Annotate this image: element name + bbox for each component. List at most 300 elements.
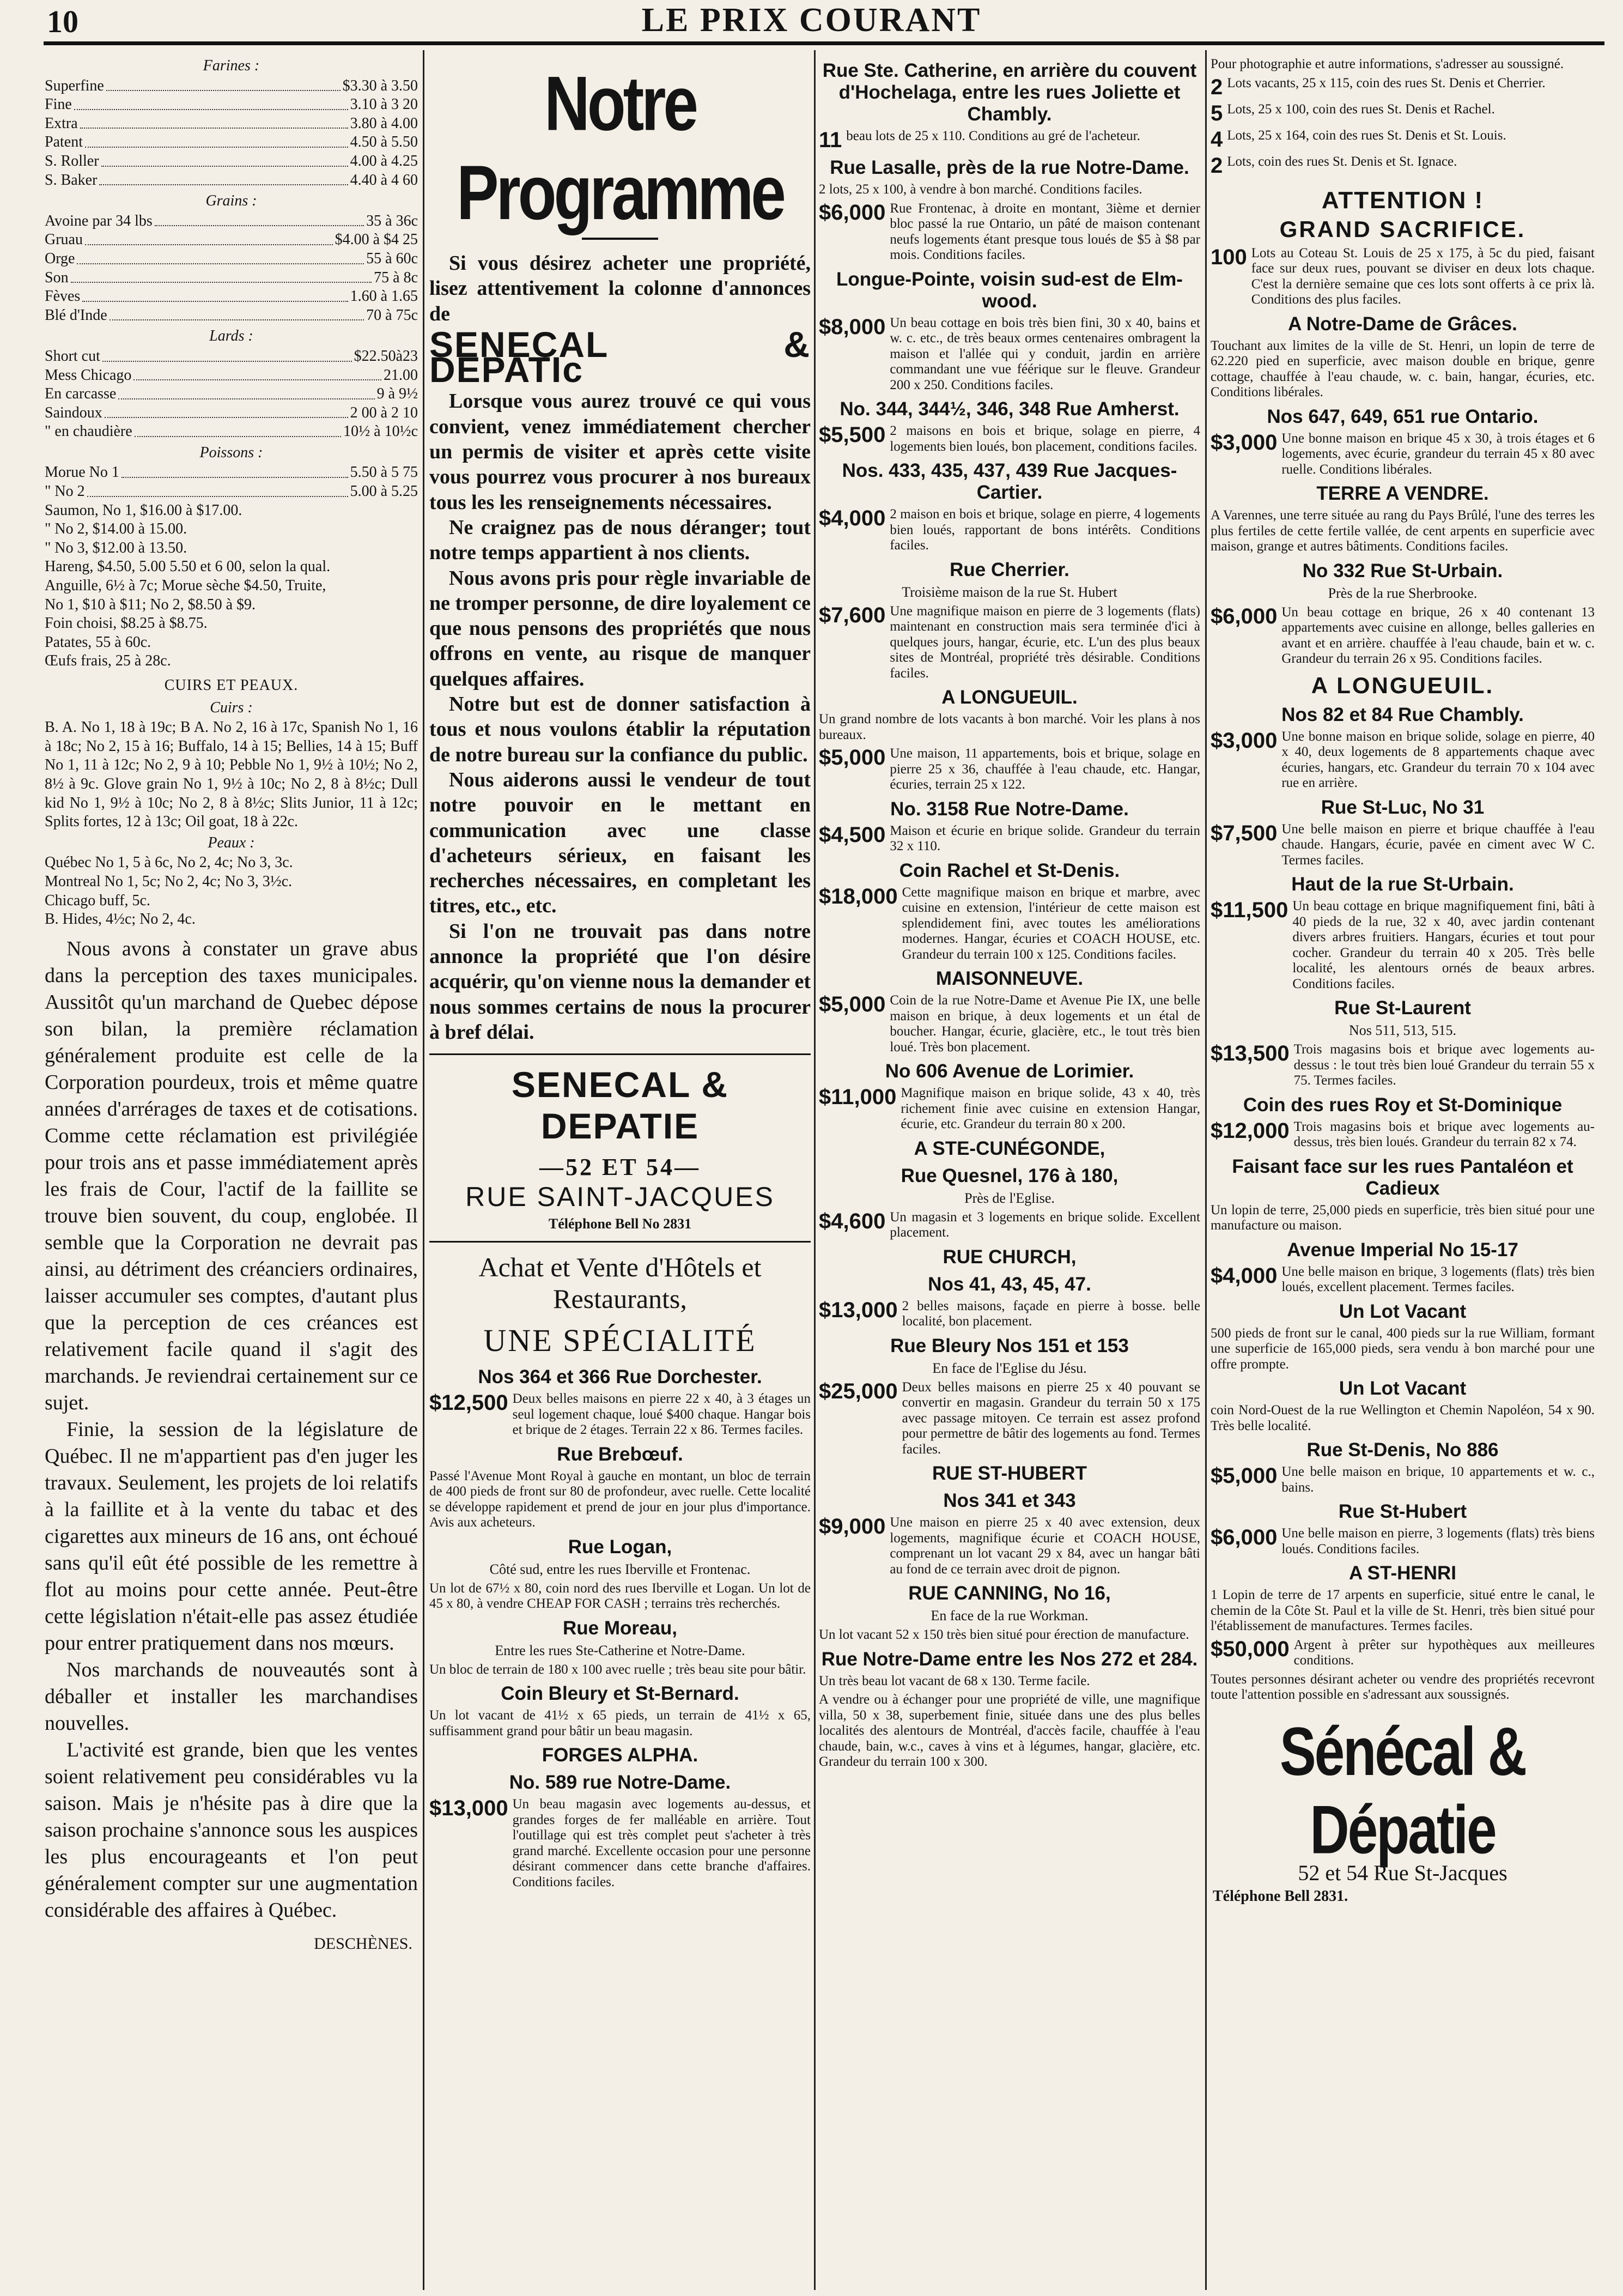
article-paragraph: Finie, la session de la législature de Québec. Il ne m'appartient pas d'en juger les travaux. Seulement, les projets de loi relatifs à la faillite et à la vente du tabac et des cigarettes aux mineurs de 16 ans, ont échoué sans qu'il eût été possible de les remettre à flot au moins pour cette année. Peut-être cette législation n'était-elle pas assez étudiée pour entrer pratiquement dans nos mœurs. [45,1417,418,1655]
listing-heading: A ST-HENRI [1348,1562,1457,1584]
price-line: Saumon, No 1, $16.00 à $17.00. [45,501,242,519]
lot-entry [1211,102,1595,125]
listing-price: 100 [1211,245,1247,269]
price-label: Avoine par 34 lbs [45,212,153,229]
listing-text: A Varennes, une terre située au rang du Pays Brûlé, l'une des terres les plus fertiles de cette fertile vallée, de cent arpents en superficie avec maison, grange et autres bâtiments. Conditions faciles. [1211,508,1595,554]
listing-heading: Nos 341 et 343 [943,1490,1076,1511]
price-value: 4.00 à 4.25 [350,152,418,169]
listing-text: Une magnifique maison en pierre de 3 logements (flats) maintenant en construction mais sera terminée d'ici à quelques jours, hangar, écurie, etc. L'un des plus beaux sites de Montréal, propriété très désirable. Conditions faciles. [890,603,1200,681]
firm-name: SENECAL & DEPATIE [511,1064,729,1147]
leader-dots [77,263,364,264]
listing-heading: RUE CANNING, No 16, [908,1583,1111,1604]
price-line: Anguille, 6½ à 7c; Morue sèche $4.50, Truite, [45,577,326,595]
listing-text: Maison et écurie en brique solide. Grandeur du terrain 32 x 110. [890,823,1200,853]
firm-phone: Téléphone Bell No 2831 [548,1216,692,1232]
price-label: Extra [45,114,78,132]
listing-text: Un lot vacant 52 x 150 très bien situé pour érection de manufacture. [819,1627,1189,1642]
price-line: No 1, $10 à $11; No 2, $8.50 à $9. [45,596,256,613]
price-label: Patent [45,134,83,151]
listing-heading: Rue Ste. Catherine, en arrière du couvent d'Hochelaga, entre les rues Joliette et Chambly. [822,60,1197,125]
column-rule [814,50,816,2290]
listing-text: Rue Frontenac, à droite en montant, 3ième et dernier bloc passé la rue Ontario, un pâté de maison contenant neufs logements étant presque tous loués de $5 à $8 par mois. Conditions faciles. [890,201,1200,262]
lot-entry [1211,76,1595,99]
price-row [45,347,418,366]
lot-count: 2 [1211,153,1223,178]
listing-entry [819,201,1200,263]
price-label: S. Roller [45,152,99,169]
price-label: Gruau [45,231,83,249]
listing-heading: Rue St-Hubert [1338,1501,1467,1522]
price-value: 4.40 à 4 60 [350,171,418,189]
leader-dots [106,90,341,91]
price-row [45,95,418,114]
page-header [0,0,1623,47]
firm-name: Sénécal & Dépatie [1279,1713,1526,1868]
price-section-heading: Poissons : [199,444,263,461]
price-label: S. Baker [45,171,98,189]
listing-text: Une belle maison en brique, 10 appartements et w. c., bains. [1281,1464,1595,1495]
listing-entry [1211,1042,1595,1089]
listing-text: 500 pieds de front sur le canal, 400 pieds sur la rue William, formant une superficie de 165,000 pieds, sera vendu à bon marché pour une offre prompte. [1211,1325,1595,1372]
listing-text: Touchant aux limites de la ville de St. Henri, un lopin de terre de 62.220 pied en superficie, avec maison double en brique, genre cottage, chauffée à l'eau chaude, w. c. bain, hangar, écuries, etc. Conditions libérales. [1211,338,1595,399]
ad-paragraph: Nous avons pris pour règle invariable de ne tromper personne, de dire loyalement ce que nous pensons des propriétés que nous offrons en vente, au risque de manquer quelques affaires. [429,566,811,690]
listing-text: Une maison, 11 appartements, bois et brique, solage en pierre 25 x 36, chauffée à l'eau chaude, etc. Hangar, écuries, terrain 25 x 122. [890,746,1200,792]
listing-heading: No. 3158 Rue Notre-Dame. [890,798,1129,820]
listing-entry [1211,899,1595,992]
leader-dots [80,128,348,129]
listing-heading: FORGES ALPHA. [542,1744,698,1766]
column-rule [1205,50,1207,2290]
leather-prices: B. A. No 1, 18 à 19c; B A. No 2, 16 à 17c, Spanish No 1, 16 à 18c; No 2, 15 à 16; Buffalo, 14 à 15; Bellies, 14 à 15; Buff No 1, 11 à 12c; No 2, 9 à 10; Pebble No 1, 9½ à 10½; No 2, 8½ à 9c. Glove grain No 1, 9½ à 10c; No 2, 8 à 8½c; Dull kid No 1, 9½ à 10c; No 2, 8 à 8½c; Slits Junior, 11 à 12c; Splits fortes, 12 à 13c; Oil goat, 18 à 22c. [45,719,418,831]
listing-text: Un lopin de terre, 25,000 pieds en superficie, très bien situé pour une manufacture ou maison. [1211,1202,1595,1233]
price-label: En carcasse [45,385,117,403]
price-row [45,366,418,385]
leader-dots [85,244,333,245]
price-line: " No 2, $14.00 à 15.00. [45,520,187,538]
listing-entry [819,507,1200,554]
price-value: $3.30 à 3.50 [342,77,418,94]
correspondence-article [45,936,418,1924]
listing-price: 11 [819,128,842,152]
listing-entry [819,1380,1200,1458]
leader-dots [87,496,348,497]
listing-heading: RUE CHURCH, [943,1246,1077,1268]
listing-price: $4,000 [1211,1263,1278,1288]
leader-dots [133,379,381,380]
price-value: 4.50 à 5.50 [350,134,418,151]
listing-text: 2 lots, 25 x 100, à vendre à bon marché. Conditions faciles. [819,182,1142,197]
leader-dots [74,109,348,110]
listing-price: $3,000 [1211,430,1278,455]
price-line: Chicago buff, 5c. [45,892,150,909]
listing-entry [819,1299,1200,1330]
leader-dots [121,477,348,478]
listing-text: A vendre ou à échanger pour une propriété de ville, une magnifique villa, 50 x 38, superbement finie, située dans une des plus belles localités des alentours de Montréal, d'accès facile, chauffée à l'eau chaude, bain, w.c., caves à vins et à légumes, hangar, glacière, etc. Grandeur du terrain 100 x 300. [819,1692,1200,1769]
sale-heading: GRAND SACRIFICE. [1279,216,1526,242]
listing-text: Trois magasins bois et brique avec logements au-dessus : le tout très bien loué Grandeur du terrain 55 x 75. Termes faciles. [1293,1042,1595,1088]
price-value: 75 à 8c [374,269,418,286]
leader-dots [99,184,348,185]
listing-heading: Faisant face sur les rues Pantaléon et Cadieux [1232,1155,1573,1199]
listing-text: Magnifique maison en brique solide, 43 x 40, très richement finie avec cuisine en extension Hangar, écurie, etc. Grandeur du terrain 80 x 200. [901,1086,1200,1131]
ad-paragraph: Ne craignez pas de nous déranger; tout notre temps appartient à nos clients. [429,516,811,565]
ad-title: Notre Programme [457,60,783,236]
listing-text: beau lots de 25 x 110. Conditions au gré de l'acheteur. [846,129,1140,143]
listing-entry [1211,1638,1595,1669]
listing-price: $4,000 [819,506,886,530]
price-row [45,287,418,306]
listing-text: Deux belles maisons en pierre 25 x 40 pouvant se convertir en magasin. Grandeur du terrain 50 x 175 avec passage mitoyen. Ce terrain est assez profond pour permettre de bâtir des logements au fond. Termes faciles. [902,1379,1200,1457]
price-value: 1.60 à 1.65 [350,288,418,305]
listing-heading: Rue Notre-Dame entre les Nos 272 et 284. [821,1648,1198,1670]
price-line: B. Hides, 4½c; No 2, 4c. [45,911,196,928]
price-row [45,422,418,441]
ad-paragraph: Nous aiderons aussi le vendeur de tout notre pouvoir en le mettant en communication avec une classe d'acheteurs sérieux, en faisant les recherches nécessaires, en completant les titres, etc., etc. [429,768,811,918]
ad-paragraph: Si vous désirez acheter une propriété, lisez attentivement la colonne d'annonces de [429,252,811,325]
ad-subtitle: Achat et Vente d'Hôtels et Restaurants, [478,1252,762,1314]
leader-dots [118,398,374,399]
leader-dots [101,166,348,167]
leader-dots [71,282,372,283]
article-paragraph: Nos marchands de nouveautés sont à déballer et installer les marchandises nouvelles. [45,1658,418,1735]
price-label: Superfine [45,77,104,94]
price-value: 3.10 à 3 20 [350,96,418,113]
listing-heading: Nos 647, 649, 651 rue Ontario. [1267,405,1539,427]
listing-price: $7,500 [1211,821,1278,845]
ad-paragraph: Lorsque vous aurez trouvé ce qui vous convient, venez immédiatement chercher un permis de visiter et après cette visite vous pourrez vous procurer à nos bureaux tous les les renseignements nécessaires. [429,390,811,514]
price-label: " en chaudière [45,423,132,440]
listing-heading: Rue Moreau, [562,1617,678,1639]
price-value: 9 à 9½ [376,385,418,403]
listing-price: $13,500 [1211,1041,1290,1065]
listing-text: 1 Lopin de terre de 17 arpents en superficie, situé entre le canal, le chemin de la Côte St. Paul et la ville de St. Henri, très bien situé pour l'établissement de manufactures. Termes faciles. [1211,1588,1595,1633]
price-label: Blé d'Inde [45,306,107,324]
listing-entry [819,1086,1200,1132]
price-label: Morue No 1 [45,464,119,481]
listing-price: $11,500 [1211,898,1288,922]
lot-text: Lots, coin des rues St. Denis et St. Ignace. [1227,154,1457,169]
listing-heading: Nos 41, 43, 45, 47. [928,1273,1091,1295]
listing-text: Passé l'Avenue Mont Royal à gauche en montant, un bloc de terrain de 400 pieds de front sur 80 de profondeur, avec ruelle. Cette localité se développe rapidement et prend de jour en jour plus d'importance. Avis aux acheteurs. [429,1468,811,1530]
lot-count: 2 [1211,75,1223,99]
listing-entry [1211,246,1595,308]
firm-street: RUE SAINT-JACQUES [465,1182,775,1213]
listing-text: Une belle maison en pierre, 3 logements (flats) très biens loués. Conditions faciles. [1281,1526,1595,1556]
price-row [45,152,418,171]
listing-heading: Rue Bleury Nos 151 et 153 [890,1335,1129,1356]
listing-price: $9,000 [819,1514,886,1538]
price-value: 21.00 [384,366,418,384]
listing-text: Un lot de 67½ x 80, coin nord des rues Iberville et Logan. Un lot de 45 x 80, à vendre CHEAP FOR CASH ; terrains très recherchés. [429,1580,811,1612]
listing-text: Un bloc de terrain de 180 x 100 avec ruelle ; très beau site pour bâtir. [429,1662,806,1677]
listing-price: $6,000 [819,200,886,225]
price-row [45,463,418,482]
listing-subheading: Nos 511, 513, 515. [1349,1022,1456,1038]
price-row [45,250,418,269]
listings-column [819,54,1200,2286]
listing-price: $50,000 [1211,1637,1290,1661]
listing-entry [1211,822,1595,869]
leader-dots [102,361,352,362]
leader-dots [110,319,364,320]
listing-text: Un très beau lot vacant de 68 x 130. Terme facile. [819,1673,1090,1688]
listing-subheading: En face de la rue Workman. [931,1608,1089,1623]
listings-column-right [1211,54,1595,2286]
price-row [45,231,418,250]
listing-price: $5,000 [819,992,886,1016]
listing-text: Coin de la rue Notre-Dame et Avenue Pie IX, une belle maison en brique, à deux logements et un étal de boucher. Hangar, écurie, glacière, etc., le tout très bien loué. Très bon placement. [890,993,1200,1055]
listing-heading: A LONGUEUIL. [941,687,1078,708]
firm-phone: Téléphone Bell 2831. [1213,1887,1348,1905]
listing-price: $5,000 [1211,1464,1278,1488]
listing-entry [1211,1264,1595,1295]
listing-price: $3,000 [1211,728,1278,753]
article-paragraph: Nous avons à constater un grave abus dans la perception des taxes municipales. Aussitôt qu'un marchand de Quebec dépose son bilan, la première réclamation généralement produite est celle de la Corporation pourdeux, trois et même quatre années d'arrérages de taxes et de cotisations. Comme cette réclamation est privilégiée pour trois ans et passe immédiatement après les frais de Cour, l'actif de la faillite se trouve bien souvent, du coup, englobée. Il semble que la Corporation ne devrait pas ainsi, au détriment des créanciers ordinaires, laisser accumuler ses comptes, d'autant plus que la perception de ces créances est relativement facile quand il s'agit des marchands. Je reviendrai certainement sur ce sujet. [45,937,418,1414]
price-section-heading: Cuirs : [210,699,253,716]
listing-entry [819,1515,1200,1577]
listing-heading: Un Lot Vacant [1339,1300,1467,1322]
listing-price: $5,000 [819,746,886,770]
listing-heading: No 606 Avenue de Lorimier. [885,1061,1134,1082]
listing-text: Un beau magasin avec logements au-dessus, et grandes forges de fer malléable en arrière. Tout l'outillage qui est très complet peut s'acheter à très grand marché. Excellente occasion pour une personne désirant commencer dans cette branche d'affaires. Conditions faciles. [512,1797,811,1889]
price-line: Œufs frais, 25 à 28c. [45,652,171,670]
listing-heading: Coin des rues Roy et St-Dominique [1243,1094,1563,1116]
leader-dots [135,436,341,437]
listing-price: $18,000 [819,884,898,908]
listing-entry [1211,729,1595,791]
listing-entry [429,1797,811,1890]
listing-text: 2 maisons en bois et brique, solage en pierre, 4 logements bien loués, bon placement, conditions faciles. [890,423,1200,454]
divider [582,238,658,240]
divider [429,1053,811,1055]
listing-text: Un beau cottage en bois très bien fini, 30 x 40, bains et w. c. etc., de très beaux ormes centenaires ombragent la maison et l'allée qui y conduit, jardin en arrière commandant une vue féérique sur le fleuve. Grandeur 200 x 250. Conditions faciles. [890,315,1200,392]
price-value: 35 à 36c [366,212,418,229]
listing-heading: No. 589 rue Notre-Dame. [509,1772,731,1794]
price-row [45,482,418,501]
lot-text: Lots, 25 x 100, coin des rues St. Denis et Rachel. [1227,101,1495,117]
listing-text: Une belle maison en brique, 3 logements (flats) très bien loués, excellent placement. Termes faciles. [1281,1264,1595,1294]
listing-heading: A Notre-Dame de Grâces. [1288,313,1517,335]
price-line: " No 3, $12.00 à 13.50. [45,539,187,556]
price-label: Orge [45,250,75,267]
ad-paragraph: Si l'on ne trouvait pas dans notre annonce la propriété que l'on désire acquérir, qu'on vienne nous la demander et nous sommes certains de nous la procurer à bref délai. [429,919,811,1044]
price-value: $4.00 à $4 25 [335,231,418,249]
listing-entry [819,993,1200,1055]
attention-heading: ATTENTION ! [1321,186,1484,214]
listing-text: Une bonne maison en brique 45 x 30, à trois étages et 6 logements, avec écurie, grandeur du terrain 45 x 80 avec ruelle. Conditions libérales. [1281,431,1595,477]
leader-dots [105,417,348,418]
price-section-heading: Farines : [203,57,260,74]
listing-heading: A STE-CUNÉGONDE, [914,1137,1105,1159]
price-row [45,133,418,152]
listing-entry [819,1210,1200,1241]
listing-text: Argent à prêter sur hypothèques aux meilleures conditions. [1293,1637,1595,1668]
listing-heading: Rue St-Laurent [1334,997,1471,1019]
lot-entry [1211,128,1595,151]
listing-heading: Coin Bleury et St-Bernard. [501,1683,739,1705]
listing-heading: Rue Brebœuf. [557,1443,683,1465]
listing-heading: Nos 82 et 84 Rue Chambly. [1281,704,1524,725]
listing-heading: Un Lot Vacant [1339,1378,1467,1399]
market-prices-column [45,54,418,2286]
price-line: Montreal No 1, 5c; No 2, 4c; No 3, 3½c. [45,873,293,890]
listing-heading: Rue St-Denis, No 886 [1306,1439,1499,1461]
listing-subheading: Près de la rue Sherbrooke. [1328,585,1478,601]
listing-text: Un grand nombre de lots vacants à bon marché. Voir les plans à nos bureaux. [819,712,1200,742]
listing-price: $8,000 [819,314,886,339]
price-label: Saindoux [45,404,102,421]
price-value: 3.80 à 4.00 [350,114,418,132]
listing-entry [1211,1526,1595,1557]
listing-price: $4,600 [819,1209,886,1233]
listing-text: Deux belles maisons en pierre 22 x 40, à 3 étages un seul logement chaque, loué $400 chaque. Hangar bois et brique de 2 étages. Terrain 22 x 86. Termes faciles. [512,1391,811,1438]
listing-subheading: Près de l'Eglise. [964,1190,1055,1206]
listing-text: coin Nord-Ouest de la rue Wellington et Chemin Napoléon, 54 x 90. Très belle localité. [1211,1403,1595,1433]
price-value: 70 à 75c [366,306,418,324]
listing-entry [1211,1464,1595,1495]
price-label: Mess Chicago [45,366,132,384]
listing-heading: MAISONNEUVE. [935,968,1084,989]
listing-heading: Haut de la rue St-Urbain. [1291,874,1514,895]
price-section-heading: Lards : [209,328,253,345]
listing-text: Trois magasins bois et brique avec logements au-dessus, très bien loués. Grandeur du terrain 82 x 74. [1293,1119,1595,1149]
listing-price: $12,500 [429,1391,508,1415]
price-line: Patates, 55 à 60c. [45,633,151,651]
lot-count: 4 [1211,127,1223,152]
price-value: 10½ à 10½c [343,423,418,440]
page-number: 10 [47,4,78,39]
price-row [45,171,418,190]
listing-entry [819,316,1200,393]
listing-price: $7,600 [819,603,886,627]
listing-entry [819,129,1200,152]
price-label: Fèves [45,288,81,305]
listing-text: Un lot vacant de 41½ x 65 pieds, un terrain de 41½ x 65, suffisamment grand pour bâtir un beau magasin. [429,1708,811,1738]
section-title: CUIRS ET PEAUX. [164,677,299,694]
listing-price: $6,000 [1211,1525,1278,1549]
price-row [45,306,418,325]
price-label: " No 2 [45,483,85,500]
listing-subheading: En face de l'Eglise du Jésu. [932,1360,1087,1376]
price-label: Son [45,269,69,286]
price-label: Short cut [45,347,100,365]
listing-price: $6,000 [1211,604,1278,628]
listing-heading: TERRE A VENDRE. [1316,483,1489,504]
header-rule [44,41,1604,45]
listing-entry [819,746,1200,793]
listing-heading: Rue Quesnel, 176 à 180, [901,1165,1119,1186]
listing-heading: Nos. 433, 435, 437, 439 Rue Jacques-Cartier. [842,460,1177,503]
listing-text: 2 maison en bois et brique, solage en pierre, 4 logements bien loués, rapportant de bons intérêts. Conditions faciles. [890,507,1200,553]
listing-price: $25,000 [819,1379,898,1403]
article-signature: DESCHÈNES. [314,1934,412,1953]
listing-heading: Longue-Pointe, voisin sud-est de Elm-wood. [836,268,1183,312]
listing-price: $13,000 [819,1298,898,1322]
listing-price: $5,500 [819,423,886,447]
divider [429,1241,811,1243]
contact-note: Pour photographie et autre informations, s'adresser au soussigné. [1211,57,1564,71]
listing-text: Cette magnifique maison en brique et marbre, avec cuisine en extension, l'intérieur de cette maison est splendidement fini, avec toutes les améliorations modernes. Hangar, écuries et COACH HOUSE, etc. Grandeur du terrain 100 x 125. Conditions faciles. [902,885,1200,962]
price-value: 2 00 à 2 10 [350,404,418,421]
price-row [45,385,418,404]
price-row [45,269,418,288]
listing-heading: RUE ST-HUBERT [932,1463,1087,1484]
listing-entry [819,604,1200,682]
listing-subheading: Troisième maison de la rue St. Hubert [902,584,1117,600]
listing-price: $4,500 [819,822,886,847]
listing-entry [819,423,1200,455]
listing-text: Une bonne maison en brique solide, solage en pierre, 40 x 40, deux logements de 8 appartements chaque avec écuries, hangars, etc. Grandeur du terrain 70 x 104 avec rue en arrière. [1281,729,1595,790]
listing-text: Un beau cottage en brique magnifiquement fini, bâti à 40 pieds de la rue, 32 x 40, avec jardin contenant divers arbres fruitiers. Hangars, écuries et tout pour cocher. Grandeur du terrain 40 x 205. Très belle localité, les alentours ornés de beaux arbres. Conditions faciles. [1292,899,1595,991]
price-row [45,404,418,423]
price-section-heading: Grains : [205,192,257,210]
article-paragraph: L'activité est grande, bien que les ventes soient relativement peu considérables vu la saison. Mais je n'hésite pas à dire que la saison prochaine s'annonce sous les auspices les plus encourageants et l'on peut généralement compter sur une augmentation considérable des affaires à Québec. [45,1738,418,1922]
listing-entry [819,823,1200,855]
price-value: 5.50 à 5 75 [350,464,418,481]
listing-entry [1211,1119,1595,1150]
leader-dots [82,301,348,302]
lot-entry [1211,154,1595,177]
listing-heading: No 332 Rue St-Urbain. [1302,560,1503,581]
leader-dots [155,225,364,226]
listing-heading: Rue Cherrier. [950,559,1069,580]
listing-text: Un beau cottage en brique, 26 x 40 contenant 13 appartements avec cuisine en allonge, belles galleries en avant et en arrière. chauffée à l'eau chaude, bain et w. c. Grandeur du terrain 26 x 95. Conditions faciles. [1281,604,1595,666]
ad-body [429,251,811,1045]
firm-numbers: —52 ET 54— [539,1154,701,1181]
price-label: Fine [45,96,72,113]
listing-text: Un magasin et 3 logements en brique solide. Excellent placement. [890,1209,1200,1240]
listing-price: $13,000 [429,1796,508,1821]
price-row [45,77,418,96]
price-line: Québec No 1, 5 à 6c, No 2, 4c; No 3, 3c. [45,854,293,871]
listing-text: Une maison en pierre 25 x 40 avec extension, deux logements, magnifique écurie et COACH HOUSE, comprenant un lot vacant 29 x 84, avec un hangar bâti au fond de ce terrain avec droit de pignon. [890,1515,1200,1577]
price-row [45,114,418,134]
listing-subheading: Entre les rues Ste-Catherine et Notre-Dame. [495,1642,745,1658]
price-value: 5.00 à 5.25 [350,483,418,500]
ad-subtitle: UNE SPÉCIALITÉ [483,1323,757,1359]
closing-note: Toutes personnes désirant acheter ou vendre des propriétés recevront toute l'attention possible en s'adressant aux soussignés. [1211,1671,1595,1702]
listing-text: 2 belles maisons, façade en pierre à bosse. belle localité, bon placement. [902,1298,1200,1329]
price-line: Hareng, $4.50, 5.00 5.50 et 6 00, selon la qual. [45,558,331,575]
firm-address: 52 et 54 Rue St-Jacques [1298,1860,1507,1885]
price-value: $22.50à23 [354,347,418,365]
listing-text: Lots au Coteau St. Louis de 25 x 175, à 5c du pied, faisant face sur deux rues, pouvant se diviser en deux lots chaque. C'est la dernière semaine que ces lots sont offerts à ce prix là. Conditions des plus faciles. [1251,245,1595,307]
listing-entry [1211,605,1595,667]
leader-dots [85,147,348,148]
lot-text: Lots, 25 x 164, coin des rues St. Denis et St. Louis. [1227,128,1506,143]
listing-price: $12,000 [1211,1118,1290,1143]
price-value: 55 à 60c [366,250,418,267]
listing-heading: Nos 364 et 366 Rue Dorchester. [478,1366,762,1388]
listing-entry [1211,431,1595,478]
lot-count: 5 [1211,101,1223,125]
listing-price: $11,000 [819,1085,897,1109]
price-line: Foin choisi, $8.25 à $8.75. [45,615,208,632]
price-row [45,212,418,231]
listing-entry [819,885,1200,963]
listing-heading: Rue Logan, [568,1536,672,1558]
price-section-heading: Peaux : [208,834,255,851]
listing-heading: Rue St-Luc, No 31 [1321,796,1485,818]
ad-paragraph: Notre but est de donner satisfaction à tous et nous voulons établir la réputation de notre bureau sur la confiance du public. [429,693,811,766]
page-title: LE PRIX COURANT [641,2,982,39]
lot-text: Lots vacants, 25 x 115, coin des rues St. Denis et Cherrier. [1227,75,1546,90]
column-rule [423,50,424,2290]
listing-heading: Coin Rachel et St-Denis. [899,859,1120,881]
firm-name: SENECAL & DEPATIc [429,324,811,390]
listing-subheading: Côté sud, entre les rues Iberville et Frontenac. [489,1561,751,1577]
listing-heading: Rue Lasalle, près de la rue Notre-Dame. [830,157,1189,178]
